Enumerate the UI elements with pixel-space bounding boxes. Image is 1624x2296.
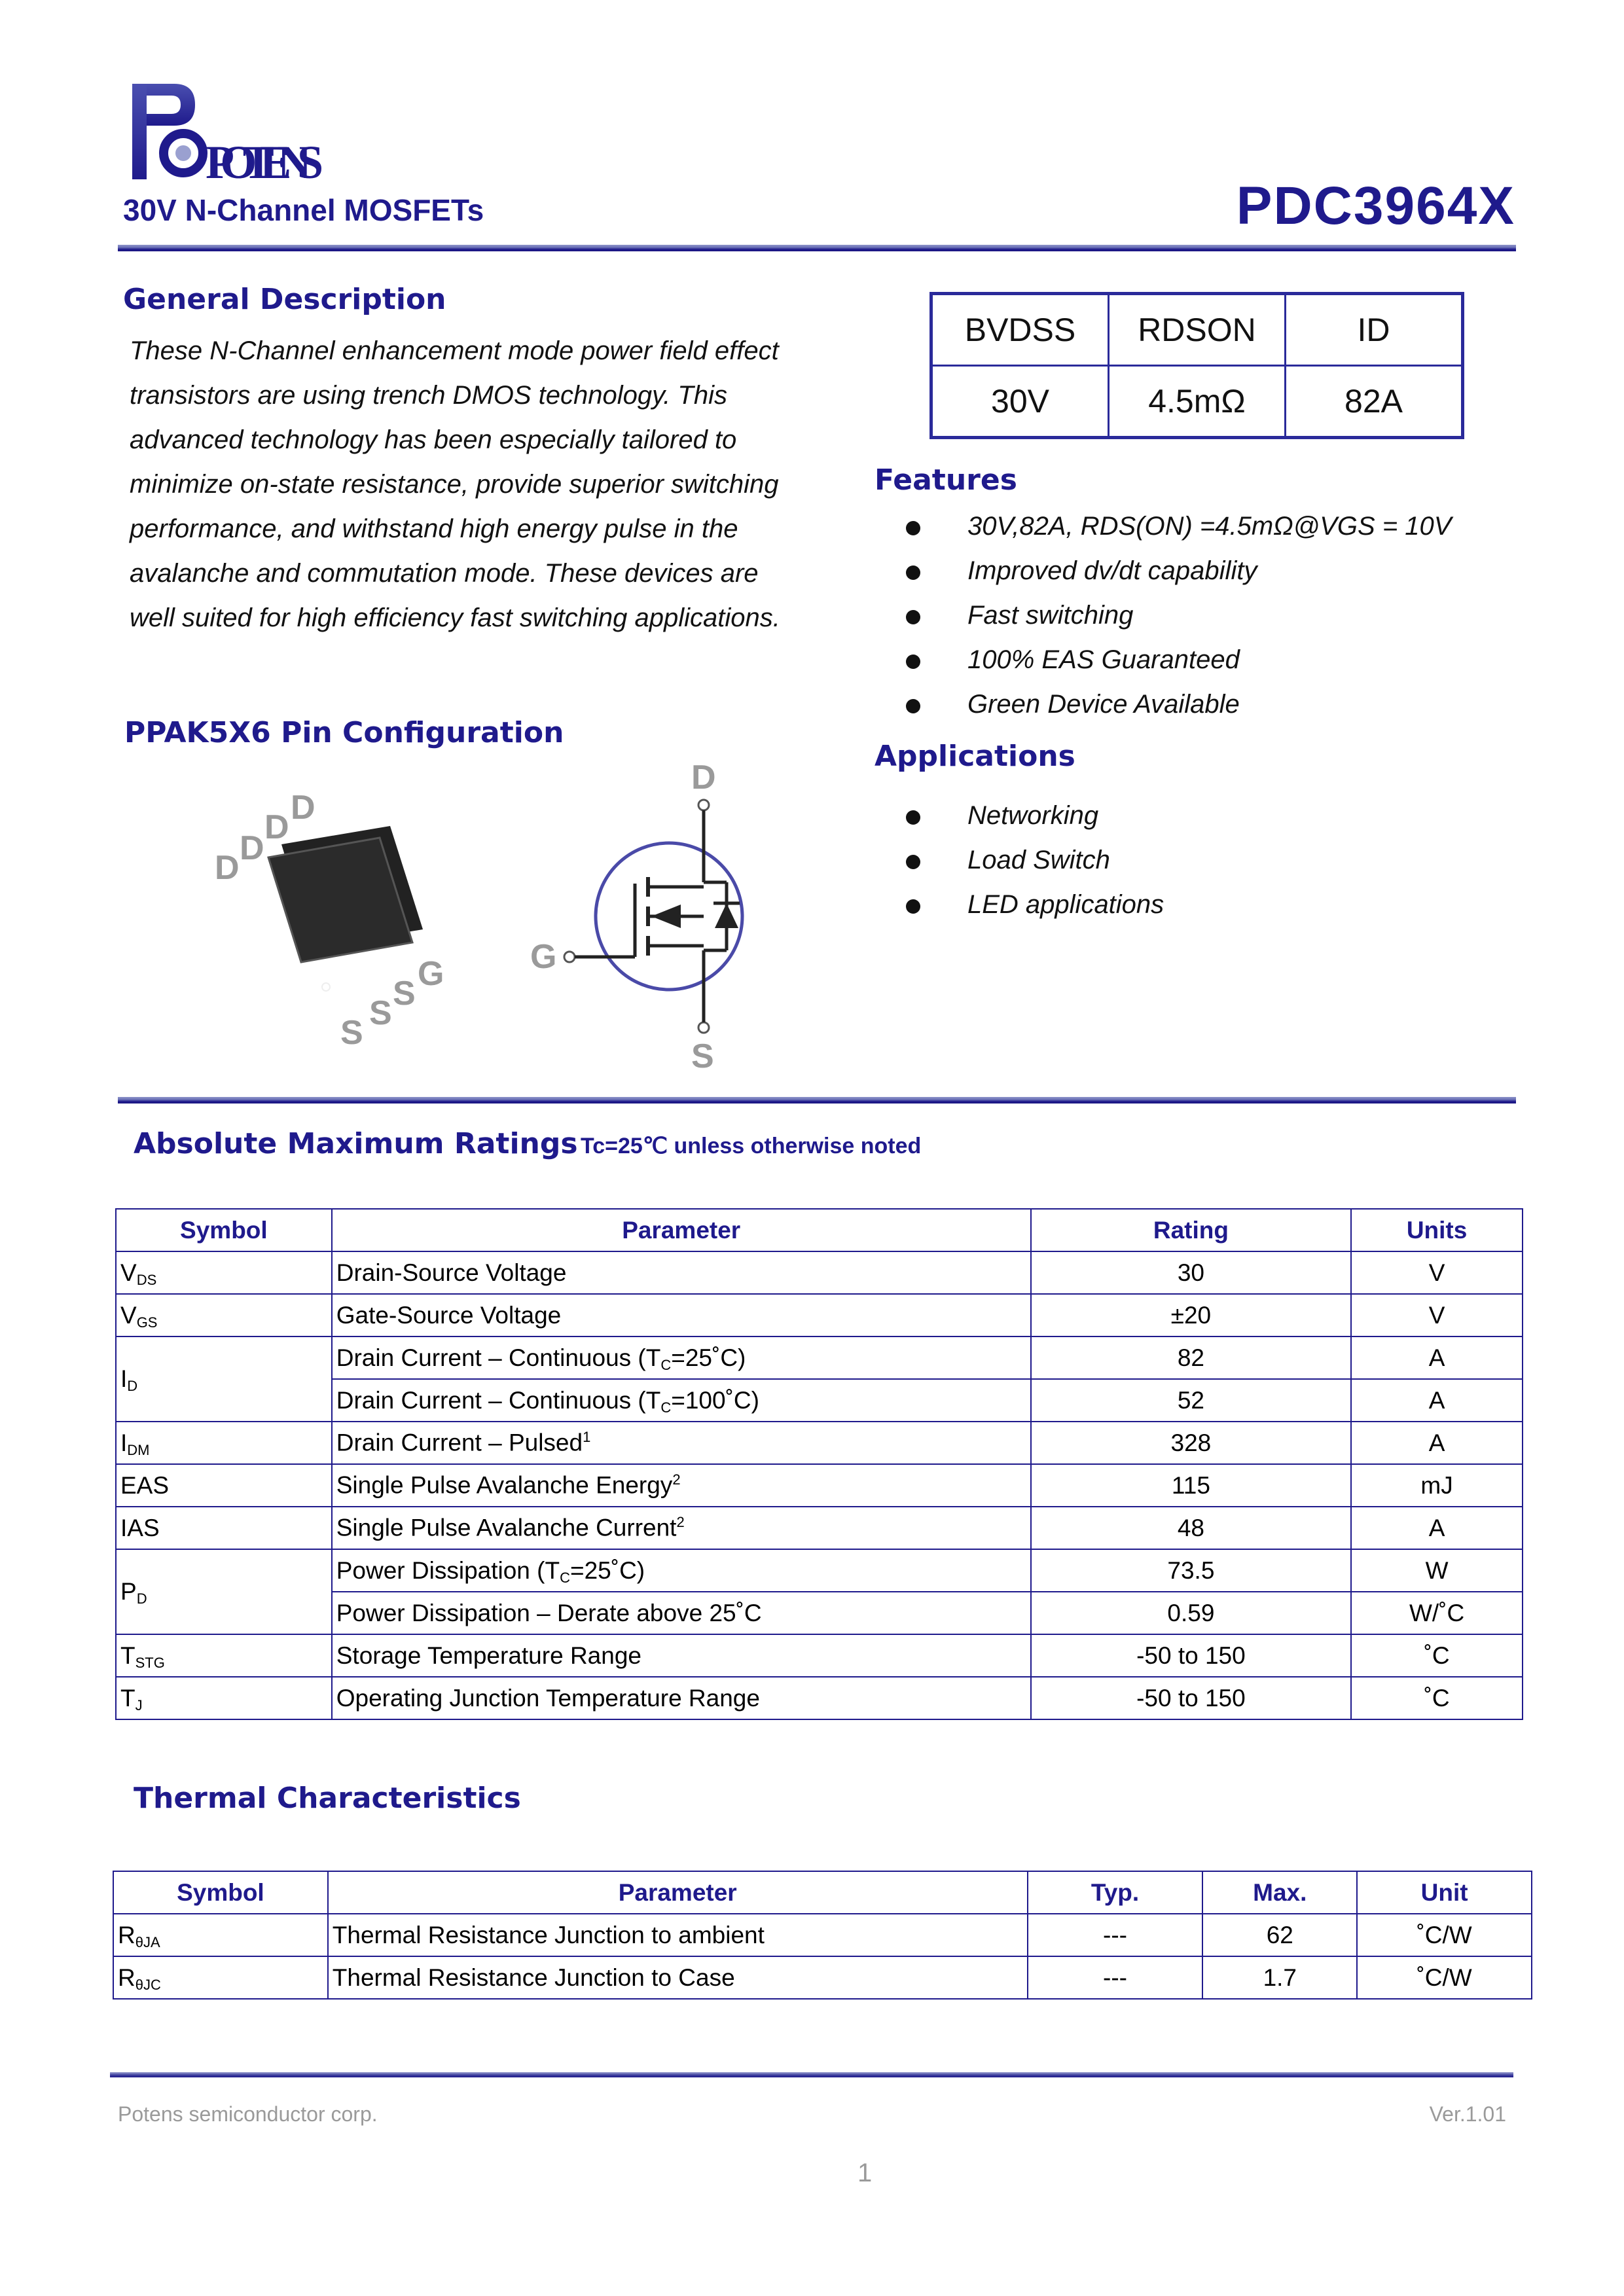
key-spec-header-row	[931, 294, 1463, 366]
package-source-label: S	[369, 994, 392, 1032]
part-number: PDC3964X	[1236, 176, 1515, 236]
rating-cell: 328	[1031, 1422, 1352, 1464]
list-item: 30V,82A, RDS(ON) =4.5mΩ@VGS = 10V	[905, 504, 1559, 548]
list-item: LED applications	[905, 882, 1559, 927]
svg-text:POTENS: POTENS	[206, 136, 323, 185]
description-line: minimize on-state resistance, provide superior switching	[130, 470, 779, 499]
table-row	[116, 1422, 1523, 1464]
table-row	[116, 1464, 1523, 1507]
symbol-gate-label: G	[530, 938, 557, 976]
column-header: Units	[1351, 1209, 1523, 1251]
unit-cell: V	[1351, 1251, 1523, 1294]
column-header: Parameter	[332, 1209, 1031, 1251]
rating-cell: 52	[1031, 1379, 1352, 1422]
table-row	[116, 1549, 1523, 1592]
package-source-label: S	[340, 1014, 363, 1052]
max-cell: 62	[1202, 1914, 1357, 1956]
symbol-drain-label: D	[691, 759, 716, 797]
typ-cell: ---	[1028, 1956, 1203, 1999]
unit-cell: W	[1351, 1549, 1523, 1592]
thermal-title: Thermal Characteristics	[134, 1782, 521, 1815]
unit-cell: ˚C/W	[1357, 1914, 1532, 1956]
symbol-cell: $P_D$	[116, 1549, 332, 1634]
table-row	[116, 1336, 1523, 1379]
applications-list	[905, 793, 1559, 927]
rating-cell: 73.5	[1031, 1549, 1352, 1592]
typ-cell: ---	[1028, 1914, 1203, 1956]
list-item: Load Switch	[905, 838, 1559, 882]
mosfet-symbol	[556, 785, 766, 1047]
company-logo	[128, 80, 325, 185]
unit-cell: A	[1351, 1336, 1523, 1379]
description-line: transistors are using trench DMOS technology. This	[130, 381, 727, 410]
parameter-cell: Drain Current – Pulsed$^1$	[332, 1422, 1031, 1464]
unit-cell: ˚C	[1351, 1634, 1523, 1677]
key-spec-header: ID	[1286, 294, 1463, 366]
description-line: performance, and withstand high energy pulse in the	[130, 514, 738, 543]
column-header: Max.	[1202, 1871, 1357, 1914]
description-line: avalanche and commutation mode. These devices are	[130, 559, 759, 588]
description-line: well suited for high efficiency fast switching applications.	[130, 603, 780, 632]
list-item: Networking	[905, 793, 1559, 838]
package-source-label: S	[393, 975, 416, 1013]
list-item: 100% EAS Guaranteed	[905, 637, 1559, 682]
table-row	[116, 1251, 1523, 1294]
features-title: Features	[875, 463, 1017, 497]
unit-cell: mJ	[1351, 1464, 1523, 1507]
key-spec-value: 30V	[931, 366, 1109, 438]
abs-max-table	[115, 1208, 1523, 1720]
parameter-cell: Drain Current – Continuous $(T_C=25˚C)$	[332, 1336, 1031, 1379]
description-line: advanced technology has been especially tailored to	[130, 425, 737, 454]
rating-cell: 82	[1031, 1336, 1352, 1379]
table-header-row	[113, 1871, 1532, 1914]
column-header: Symbol	[113, 1871, 328, 1914]
package-drain-label: D	[215, 849, 240, 887]
parameter-cell: Thermal Resistance Junction to ambient	[328, 1914, 1028, 1956]
potens-logo-icon	[128, 80, 325, 185]
column-header: Symbol	[116, 1209, 332, 1251]
column-header: Parameter	[328, 1871, 1028, 1914]
parameter-cell: Storage Temperature Range	[332, 1634, 1031, 1677]
key-spec-table	[929, 292, 1464, 439]
package-drain-label: D	[291, 789, 316, 827]
key-spec-header: RDSON	[1109, 294, 1286, 366]
rating-cell: -50 to 150	[1031, 1677, 1352, 1719]
symbol-source-label: S	[691, 1037, 714, 1075]
symbol-cell: EAS	[116, 1464, 332, 1507]
rating-cell: -50 to 150	[1031, 1634, 1352, 1677]
parameter-cell: Power Dissipation $(T_C=25˚C)$	[332, 1549, 1031, 1592]
symbol-cell: $V_{GS}$	[116, 1294, 332, 1336]
unit-cell: A	[1351, 1507, 1523, 1549]
table-header-row	[116, 1209, 1523, 1251]
unit-cell: A	[1351, 1422, 1523, 1464]
symbol-cell: $R_{\theta JA}$	[113, 1914, 328, 1956]
key-spec-value: 82A	[1286, 366, 1463, 438]
parameter-cell: Operating Junction Temperature Range	[332, 1677, 1031, 1719]
bullet-icon	[906, 810, 920, 825]
features-list	[905, 504, 1559, 726]
abs-max-heading	[134, 1127, 921, 1160]
rating-cell: 0.59	[1031, 1592, 1352, 1634]
parameter-cell: Gate-Source Voltage	[332, 1294, 1031, 1336]
bullet-icon	[906, 610, 920, 624]
rating-cell: 48	[1031, 1507, 1352, 1549]
symbol-cell: $I_{DM}$	[116, 1422, 332, 1464]
general-description-text	[130, 329, 882, 640]
mosfet-schematic-icon	[556, 785, 766, 1047]
parameter-cell: Single Pulse Avalanche Energy$^2$	[332, 1464, 1031, 1507]
symbol-cell: $T_{STG}$	[116, 1634, 332, 1677]
document-subtitle: 30V N-Channel MOSFETs	[123, 193, 484, 227]
unit-cell: A	[1351, 1379, 1523, 1422]
list-item: Improved dv/dt capability	[905, 548, 1559, 593]
list-item: Green Device Available	[905, 682, 1559, 726]
key-spec-value-row	[931, 366, 1463, 438]
symbol-cell: $T_J$	[116, 1677, 332, 1719]
abs-max-note: Tc=25℃ unless otherwise noted	[581, 1134, 922, 1158]
footer-version: Ver.1.01	[1429, 2102, 1506, 2126]
unit-cell: ˚C	[1351, 1677, 1523, 1719]
header-divider	[118, 245, 1516, 251]
max-cell: 1.7	[1202, 1956, 1357, 1999]
key-spec-value: 4.5mΩ	[1109, 366, 1286, 438]
table-row	[116, 1507, 1523, 1549]
key-spec-header: BVDSS	[931, 294, 1109, 366]
pin-config-title: PPAK5X6 Pin Configuration	[124, 716, 564, 749]
parameter-cell: Drain-Source Voltage	[332, 1251, 1031, 1294]
bullet-icon	[906, 699, 920, 713]
table-row	[113, 1914, 1532, 1956]
parameter-cell: Thermal Resistance Junction to Case	[328, 1956, 1028, 1999]
package-drain-label: D	[264, 808, 289, 846]
page-number: 1	[857, 2159, 873, 2187]
thermal-table	[113, 1871, 1532, 2000]
symbol-cell: IAS	[116, 1507, 332, 1549]
footer-company: Potens semiconductor corp.	[118, 2102, 378, 2126]
table-row	[116, 1634, 1523, 1677]
symbol-cell: $R_{\theta JC}$	[113, 1956, 328, 1999]
rating-cell: 30	[1031, 1251, 1352, 1294]
table-row	[116, 1294, 1523, 1336]
column-header: Rating	[1031, 1209, 1352, 1251]
symbol-cell: $I_D$	[116, 1336, 332, 1422]
bullet-icon	[906, 565, 920, 580]
column-header: Unit	[1357, 1871, 1532, 1914]
abs-max-title: Absolute Maximum Ratings	[134, 1127, 578, 1160]
bullet-icon	[906, 899, 920, 914]
section-divider	[118, 1097, 1516, 1103]
parameter-cell: Single Pulse Avalanche Current$^2$	[332, 1507, 1031, 1549]
table-row	[113, 1956, 1532, 1999]
general-description-title: General Description	[123, 283, 446, 316]
description-line: These N-Channel enhancement mode power field effect	[130, 336, 779, 365]
applications-title: Applications	[875, 740, 1075, 773]
bullet-icon	[906, 655, 920, 669]
package-drain-label: D	[240, 829, 264, 867]
bullet-icon	[906, 855, 920, 869]
unit-cell: V	[1351, 1294, 1523, 1336]
rating-cell: ±20	[1031, 1294, 1352, 1336]
rating-cell: 115	[1031, 1464, 1352, 1507]
symbol-cell: $V_{DS}$	[116, 1251, 332, 1294]
parameter-cell: Power Dissipation – Derate above 25˚C	[332, 1592, 1031, 1634]
unit-cell: ˚C/W	[1357, 1956, 1532, 1999]
footer-divider	[110, 2072, 1513, 2077]
unit-cell: W/˚C	[1351, 1592, 1523, 1634]
table-row	[116, 1677, 1523, 1719]
list-item: Fast switching	[905, 593, 1559, 637]
parameter-cell: Drain Current – Continuous $(T_C=100˚C)$	[332, 1379, 1031, 1422]
column-header: Typ.	[1028, 1871, 1203, 1914]
bullet-icon	[906, 521, 920, 535]
package-gate-label: G	[418, 955, 444, 993]
